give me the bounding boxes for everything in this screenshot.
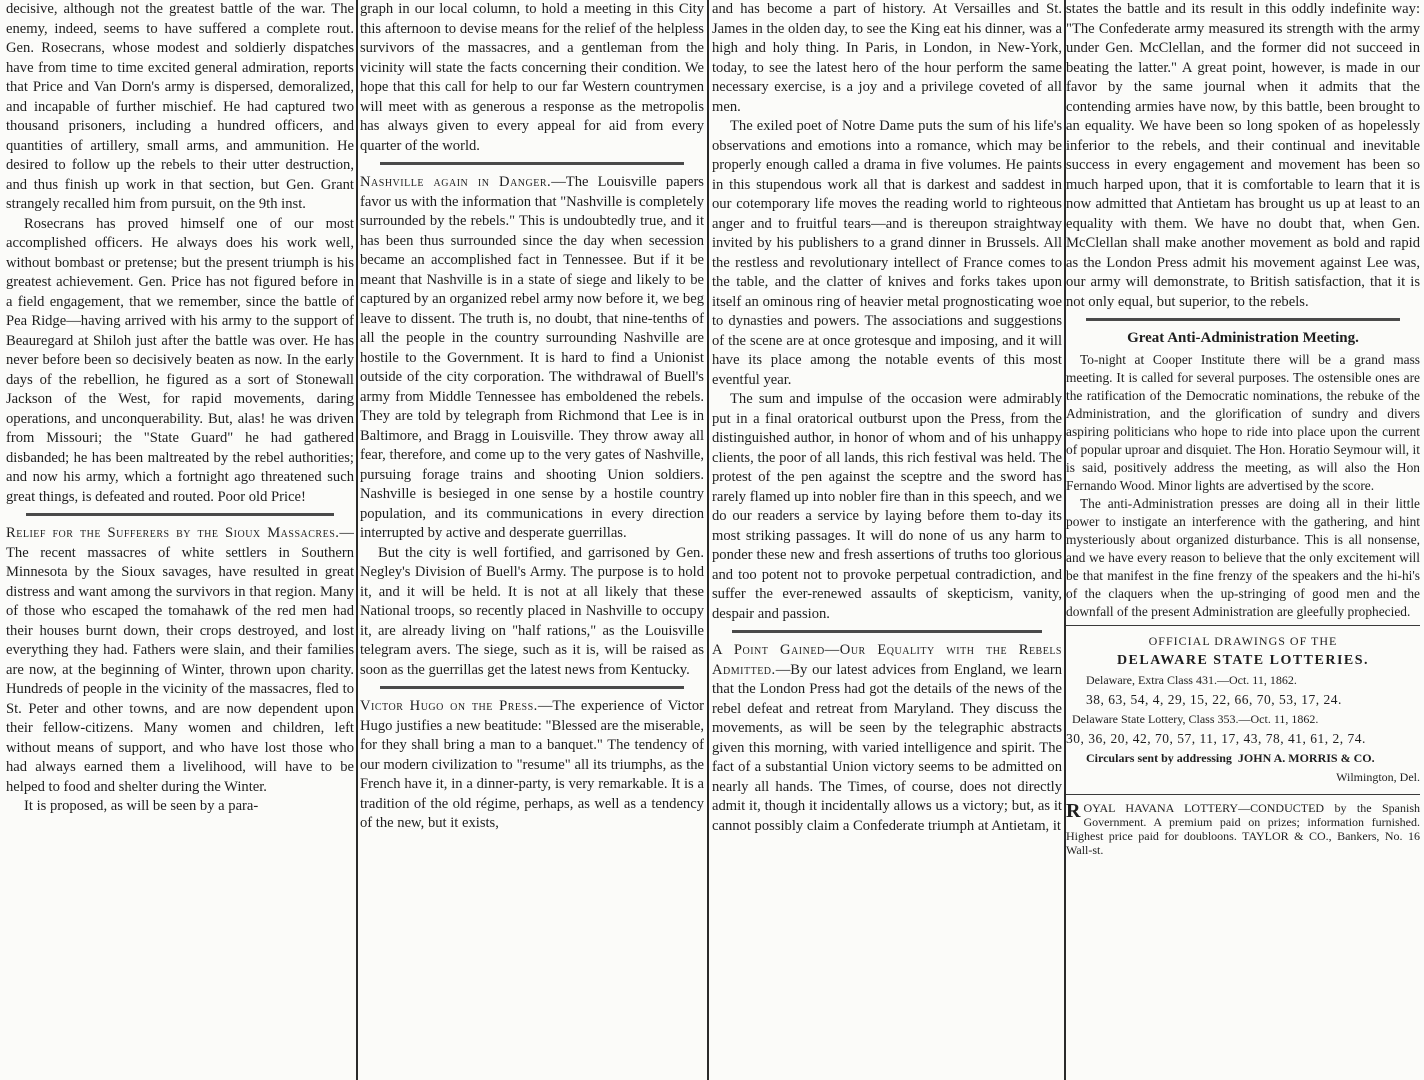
article-nashville: Nashville again in Danger.—The Louisville papers favor us with the information that "Nashville is completely surrounded by the rebels." This is undoubtedly true, and it has been thus surrounded since the day when secession became an accomplished fact in Tennessee. But if it be meant that Nashville is in a state of siege and likely to be captured by an organized rebel army now before it, we beg leave to dissent. The truth is, no doubt, that nine-tenths of all the people in the country surrounding Nashville are hostile to the Government. It is hard to find a Unionist outside of the city corporation. The withdrawal of Buell's army from Middle Tennessee has emboldened the rebels. They are told by telegraph from Richmond that Lee is in Baltimore, and Bragg in Louisville. They throw away all fear, therefore, and come up to the very gates of Nashville, pursuing forage trains and shooting Union soldiers. Nashville is besieged in one sense by a hostile country population, and its communications in every direction interrupted by active and desperate guerrillas.	[360, 174, 704, 541]
paragraph-notre-dame: The exiled poet of Notre Dame puts the sum of his life's observations and emotions into a romance, which may be properly enough called a drama in five volumes. He paints in this stupendous work all that is darkest and saddest in our cotemporary life moves the reading world to righteous anger and to fruitful tears—and is thereupon straightway invited by his publishers to a grand dinner in Brussels. All the restless and revolutionary intellect of France comes to the table, and the clatter of knives and forks takes upon itself an ominous ring of heavier metal prognosticating woe to dynasties and powers. The associations and suggestions of the scene are at once grotesque and imposing, and it will have its place among the notable events of this most eventful year.	[712, 118, 1062, 388]
advertisement-delaware-lotteries: OFFICIAL DRAWINGS OF THE DELAWARE STATE LOTTERIES. Delaware, Extra Class 431.—Oct. 11, 1862. 38, 63, 54, 4, 29, 15, 22, 66, 70, 53, 17, 24. Delaware State Lottery, Class 353.—Oct. 11, 1862. 30, 36, 20, 42, 70, 57, 11, 17, 43, 78, 41, 61, 2, 74. Circulars sent by addressing JOHN A. MORRIS & CO. Wilmington, Del.	[1066, 633, 1420, 784]
paragraph-history: and has become a part of history. At Versailles and St. James in the olden day, to see the King eat his dinner, was a high and holy thing. In Paris, in London, in New-York, today, to see the latest hero of the hour perform the same necessary exercise, is a joy and a privilege coveted of all men.	[712, 1, 1062, 115]
section-divider	[732, 630, 1042, 633]
headline-nashville: Nashville again in Danger.	[360, 174, 552, 190]
paragraph-rosecrans-officer: Rosecrans has proved himself one of our most accomplished officers. He always does his work well, without bombast or pretense; but the present triumph is his greatest achievement. Gen. Price has not figured before in a field engagement, that we remember, since the battle of Pea Ridge—having arrived with his army to the support of Beauregard at Shiloh just after the battle was over. He has never before been so decisively beaten as now. In the early days of the rebellion, he figured as a sort of Stonewall Jackson of the West, for rapid movements, daring operations, and unconquerability. But, alas! he was driven from Missouri; the "State Guard" he had gathered disbanded; he has been maltreated by the rebel authorities; and now his army, which a fortnight ago threatened such great things, is defeated and routed. Poor old Price!	[6, 215, 354, 505]
headline-victor-hugo: Victor Hugo on the Press.	[360, 698, 538, 714]
section-divider	[26, 513, 334, 516]
paragraph-nashville-fortified: But the city is well fortified, and garrisoned by Gen. Negley's Division of Buell's Army. The purpose is to hold it, and it will be held. It is not at all likely that these National troops, so recently placed in Nashville to occupy it, are already living on "half rations," as the Louisville telegram avers. The siege, such as it is, will be raised as soon as the guerrillas get the latest news from Kentucky.	[360, 544, 704, 678]
headline-anti-administration: Great Anti-Administration Meeting.	[1127, 330, 1359, 346]
column-3	[712, 0, 1062, 1080]
article-sioux-relief: Relief for the Sufferers by the Sioux Massacres.—The recent massacres of white settlers in Southern Minnesota by the Sioux savages, have resulted in great distress and want among the survivors in that region. Many of those who escaped the tomahawk of the red men had their houses burnt down, their crops destroyed, and lost everything they had. Fathers were slain, and their families are now, at the beginning of Winter, thrown upon charity. Hundreds of people in the vicinity of the massacres, fled to St. Peter and other towns, and are now dependent upon their fellow-citizens. Many women and children, left without means of support, and who have lost those who had always earned them a livelihood, will have to be helped to food and shelter during the Winter.	[6, 525, 354, 795]
column-1	[6, 0, 354, 1080]
advertisement-havana-lottery: ROYAL HAVANA LOTTERY—CONDUCTED by the Spanish Government. A premium paid on prizes; information furnished. Highest price paid for doubloons. TAYLOR & CO., Bankers, No. 16 Wall-st.	[1066, 799, 1420, 857]
paragraph-rosecrans-victory: decisive, although not the greatest battle of the war. The enemy, indeed, seems to have suffered a complete rout. Gen. Rosecrans, whose modest and soldierly dispatches have from time to time excited general admiration, reports that Price and Van Dorn's army is dispersed, demoralized, and incapable of further mischief. He had captured two thousand prisoners, including a hundred officers, and quantities of artillery, small arms, and ammunition. He desired to follow up the rebels to their utter destruction, and thus finish up work in that section, but Gen. Grant strangely recalled him from pursuit, on the 9th inst.	[6, 1, 354, 212]
column-rule	[356, 0, 358, 1080]
paragraph-press-speech: The sum and impulse of the occasion were admirably put in a final oratorical outburst upon the Press, from the distinguished author, in honor of whom and of his unhappy clients, the poor of all lands, this rich festival was held. The protest of the pen against the sceptre and the sword has rarely flamed up into nobler fire than in this speech, and we do our readers a service by laying before them to-day its most striking passages. It will do none of us any harm to ponder these new and fresh assertions of truths too glorious and too potent not to provoke perpetual contradiction, and suffer the ever-renewed assaults of skepticism, vanity, despair and passion.	[712, 391, 1062, 622]
column-4	[1066, 0, 1420, 1080]
section-divider	[1066, 794, 1420, 795]
headline-point-gained: A Point Gained—Our Equality with the Rebels Admitted.	[712, 642, 1062, 678]
headline-sioux-relief: Relief for the Sufferers by the Sioux Massacres.	[6, 525, 340, 541]
section-divider	[1086, 318, 1400, 321]
paragraph-antietam-equality: states the battle and its result in this oddly indefinite way: "The Confederate army measured its strength with the army under Gen. McClellan, and the former did not succeed in beating the latter." A great point, however, is made in our favor by the same journal when it admits that the contending armies have now, by this battle, been brought to an equality. We have been so long spoken of as hopelessly inferior to the rebels, and their continual and inevitable success in every engagement and movement has been so much harped upon, that it is comfortable to learn that it is now admitted that Antietam has brought us up at least to an equality with them. We have no doubt that, when Gen. McClellan shall make another movement as bold and rapid as the London Press admit his movement against Lee was, our army will demonstrate, to British satisfaction, that it is not only equal, but superior, to the rebels.	[1066, 1, 1420, 310]
paragraph-meeting-proposal: It is proposed, as will be seen by a para-	[24, 798, 259, 814]
column-2	[360, 0, 704, 1080]
column-rule	[707, 0, 709, 1080]
section-divider	[1066, 625, 1420, 626]
section-divider	[380, 686, 684, 689]
article-victor-hugo: Victor Hugo on the Press.—The experience of Victor Hugo justifies a new beatitude: "Blessed are the miserable, for they shall bring a man to a banquet." The tendency of our modern civilization to "resume" all its triumphs, as the French have it, in a dinner-party, is very remarkable. It is a tradition of the old régime, perhaps, as well as a tendency of the new, but it exists,	[360, 698, 704, 831]
article-point-gained: A Point Gained—Our Equality with the Rebels Admitted.—By our latest advices from England, we learn that the London Press had got the details of the news of the rebel defeat and retreat from Maryland. They discuss the movements, as will be seen by the telegraphic abstracts given this morning, with varied intelligence and spirit. The fact of a substantial Union victory seems to be admitted on nearly all hands. The Times, of course, does not directly admit it, though it incidentally allows us a victory; but, as it cannot possibly claim a Confederate triumph at Antietam, it	[712, 642, 1062, 834]
paragraph-relief-meeting: graph in our local column, to hold a meeting in this City this afternoon to devise means for the relief of the helpless survivors of the massacres, and a gentleman from the vicinity will state the facts concerning their condition. We hope that this call for help to our far Western countrymen will meet with as generous a response as the metropolis has always given to every appeal for aid from every quarter of the world.	[360, 1, 704, 154]
section-divider	[380, 162, 684, 165]
article-anti-administration: To-night at Cooper Institute there will be a grand mass meeting. It is called for several purposes. The ostensible ones are the ratification of the Democratic nominations, the rebuke of the Administration, and the glorification of sundry and divers aspiring politicians who hope to ride into place upon the current of popular uproar and disquiet. The Hon. Horatio Seymour will, it is said, positively address the meeting, as will also the Hon Fernando Wood. Minor lights are advertised by the score. The anti-Administration presses are doing all in their little power to instigate an interference with the gathering, and hint mysteriously about organized disturbance. This is all nonsense, and we have every reason to believe that the only excitement will be that manifest in the fine frenzy of the speakers and the hi-hi's of the claquers when the up-stringing of good men and the downfall of the present Administration are gleefully prophecied.	[1066, 351, 1420, 619]
